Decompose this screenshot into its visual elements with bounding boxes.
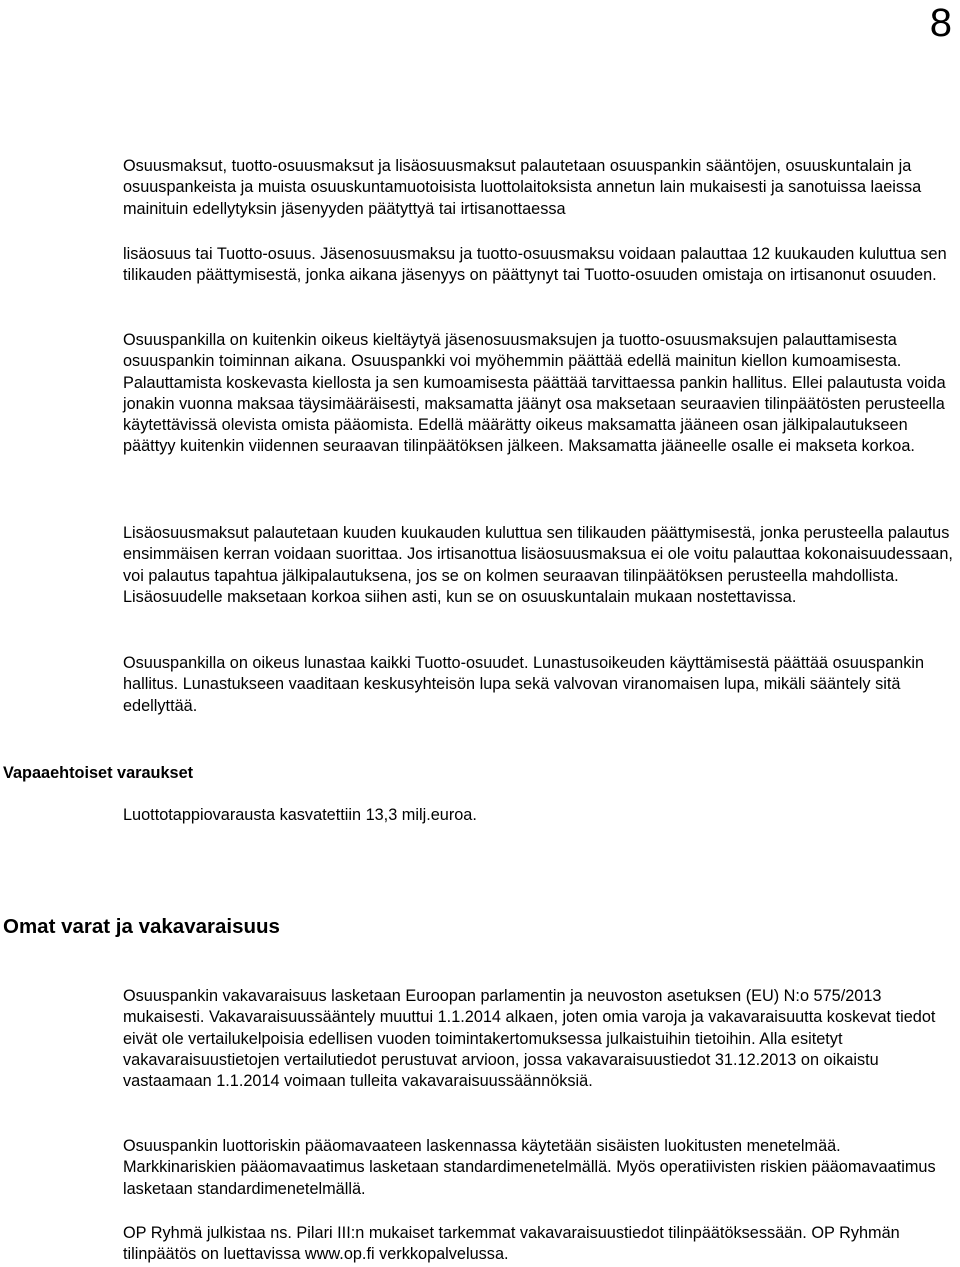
paragraph-pillar-three: OP Ryhmä julkistaa ns. Pilari III:n mukaiset tarkemmat vakavaraisuustiedot tilinpäätöksessään. OP Ryhmän tilinpäätös on luettavissa www.op.fi verkkopalvelussa. bbox=[123, 1224, 900, 1264]
paragraph-refund-refusal: Osuuspankilla on kuitenkin oikeus kieltäytyä jäsenosuusmaksujen ja tuotto-osuusmaksujen palauttamisesta osuuspankin toiminnan aikana. Osuuspankki voi myöhemmin päättää edellä mainitun kiellon kumoamisesta. Palauttamista koskevasta kiellosta ja sen kumoamisesta päättää tarvittaessa pankin hallitus. Ellei palautusta voida jonakin vuonna maksaa täysimääräisesti, maksamatta jäänyt osa maksetaan seuraavien tilinpäätösten perusteella käytettävissä olevista omista pääomista. Edellä määrätty oikeus maksamatta jääneen osan jälkipalautukseen päättyy kuitenkin viidennen seuraavan tilinpäätöksen jälkeen. Maksamatta jääneelle osalle ei makseta korkoa. bbox=[123, 331, 946, 456]
paragraph-redemption: Osuuspankilla on oikeus lunastaa kaikki Tuotto-osuudet. Lunastusoikeuden käyttämisestä päättää osuuspankin hallitus. Lunastukseen vaaditaan keskusyhteisön lupa sekä valvovan viranomaisen lupa, mikäli sääntely sitä edellyttää. bbox=[123, 654, 925, 715]
paragraph-refund-rules: Osuusmaksut, tuotto-osuusmaksut ja lisäosuusmaksut palautetaan osuuspankin sääntöjen, osuuskuntalain ja osuuspankeista ja muista osuuskuntamuotoisista luottolaitoksista annetun lain mukaisesti ja sanotuissa laeissa mainituin edellytyksin jäsenyyden päätyttyä tai irtisanottaessa bbox=[123, 157, 922, 218]
paragraph-refund-timing: lisäosuus tai Tuotto-osuus. Jäsenosuusmaksu ja tuotto-osuusmaksu voidaan palauttaa 12 kuukauden kuluttua sen tilikauden päättymisestä, jonka aikana jäsenyys on päättynyt tai Tuotto-osuuden omistaja on irtisanonut osuuden. bbox=[123, 245, 947, 285]
paragraph-capital-calculation: Osuuspankin vakavaraisuus lasketaan Euroopan parlamentin ja neuvoston asetuksen (EU) N:o 575/2013 mukaisesti. Vakavaraisuussääntely muuttui 1.1.2014 alkaen, joten omia varoja ja vakavaraisuutta koskevat tiedot eivät ole vertailukelpoisia edellisen vuoden toimintakertomuksessa julkaistuihin tietoihin. Alla esitetyt vakavaraisuustietojen vertailutiedot perustuvat arvioon, jossa vakavaraisuustiedot 31.12.2013 on oikaistu vastaamaan 1.1.2014 voimaan tulleita vakavaraisuussäännöksiä. bbox=[123, 987, 936, 1091]
heading-capital-adequacy: Omat varat ja vakavaraisuus bbox=[3, 915, 280, 938]
paragraph-capital-requirements: Osuuspankin luottoriskin pääomavaateen laskennassa käytetään sisäisten luokitusten menetelmää. Markkinariskien pääomavaatimus lasketaan standardimenetelmällä. Myös operatiivisten riskien pääomavaatimus lasketaan standardimenetelmällä. bbox=[123, 1137, 936, 1198]
paragraph-loan-loss-reserve: Luottotappiovarausta kasvatettiin 13,3 milj.euroa. bbox=[123, 806, 477, 824]
page-number: 8 bbox=[929, 1, 952, 45]
heading-voluntary-reserves: Vapaaehtoiset varaukset bbox=[3, 764, 194, 782]
paragraph-additional-shares: Lisäosuusmaksut palautetaan kuuden kuukauden kuluttua sen tilikauden päättymisestä, jonka perusteella palautus ensimmäisen kerran voidaan suorittaa. Jos irtisanottua lisäosuusmaksua ei ole voitu palauttaa kokonaisuudessaan, voi palautus tapahtua jälkipalautuksena, jos se on kolmen seuraavan tilinpäätöksen perusteella mahdollista. Lisäosuudelle maksetaan korkoa siihen asti, kun se on osuuskuntalain mukaan nostettavissa. bbox=[123, 524, 953, 606]
